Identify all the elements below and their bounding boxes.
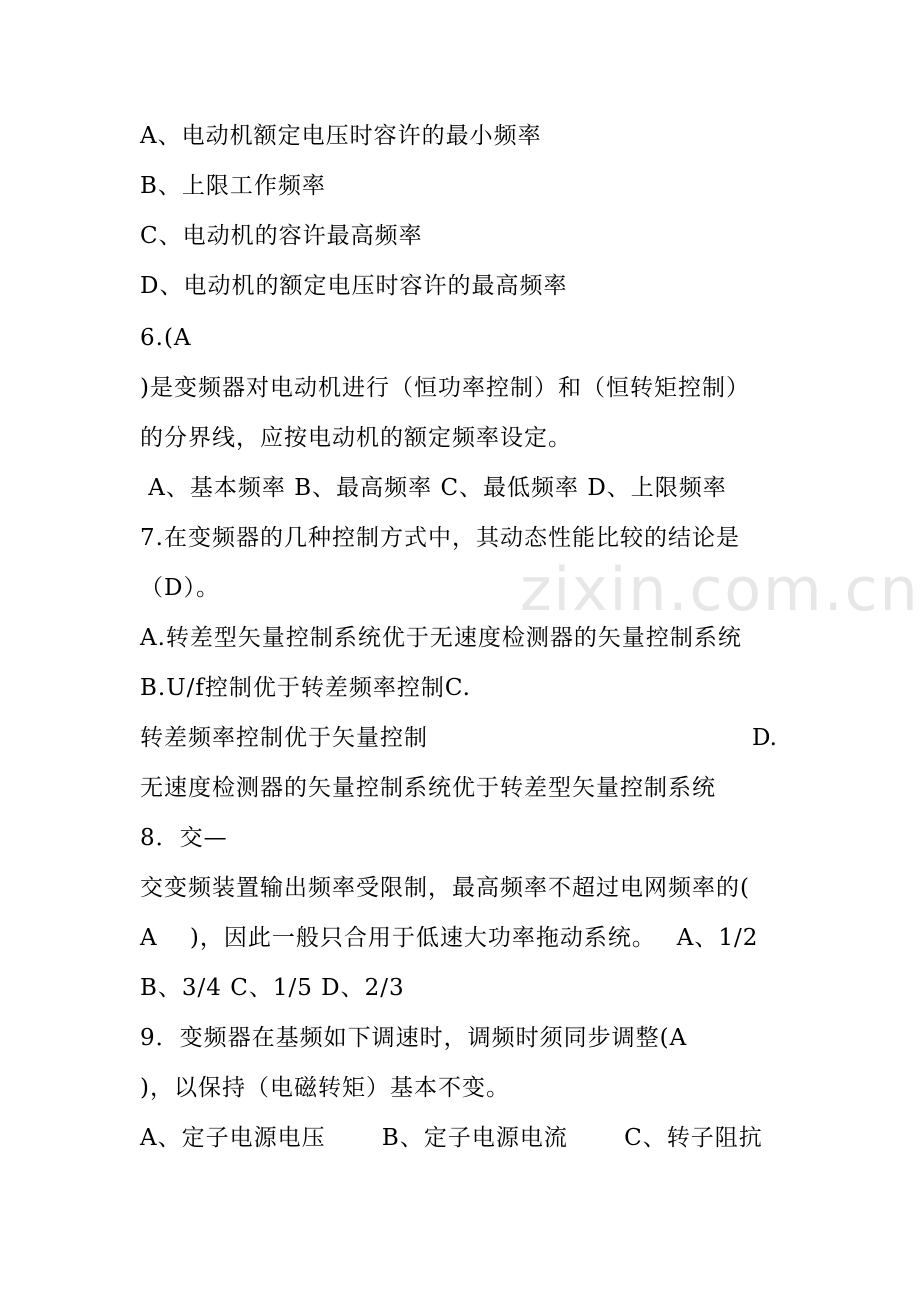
option-line-b: B、上限工作频率 <box>140 173 326 199</box>
question-7-option-c: 转差频率控制优于矢量控制 <box>140 725 428 751</box>
option-line-a: A、电动机额定电压时容许的最小频率 <box>140 123 542 149</box>
question-8-text-cont: A )，因此一般只合用于低速大功率拖动系统。 A、1/2 <box>140 925 759 951</box>
watermark: zixin.com.cn <box>520 555 920 625</box>
question-7-text: 7.在变频器的几种控制方式中，其动态性能比较的结论是 <box>140 525 740 551</box>
question-7-option-a: A.转差型矢量控制系统优于无速度检测器的矢量控制系统 <box>140 625 742 651</box>
option-line-d: D、电动机的额定电压时容许的最高频率 <box>140 273 568 299</box>
question-8-number: 8．交— <box>140 825 228 851</box>
question-8-text: 交变频装置输出频率受限制，最高频率不超过电网频率的( <box>140 875 750 901</box>
question-9-options: A、定子电源电压 B、定子电源电流 C、转子阻抗 <box>140 1125 763 1151</box>
question-6-text: )是变频器对电动机进行（恒功率控制）和（恒转矩控制） <box>140 375 750 401</box>
question-7-option-d: 无速度检测器的矢量控制系统优于转差型矢量控制系统 <box>140 775 716 801</box>
question-7-answer: （D）。 <box>140 575 220 601</box>
question-7-option-b: B.U/f控制优于转差频率控制C. <box>140 675 471 701</box>
question-9-text-cont: )，以保持（电磁转矩）基本不变。 <box>140 1075 510 1101</box>
question-6-options: A、基本频率 B、最高频率 C、最低频率 D、上限频率 <box>140 475 727 501</box>
question-7-option-d-label: D. <box>752 725 777 751</box>
question-6-text-cont: 的分界线，应按电动机的额定频率设定。 <box>140 425 572 451</box>
question-9-text: 9．变频器在基频如下调速时，调频时须同步调整(A <box>140 1025 688 1051</box>
option-line-c: C、电动机的容许最高频率 <box>140 223 423 249</box>
question-6-number: 6.(A <box>140 325 192 351</box>
question-8-options: B、3/4 C、1/5 D、2/3 <box>140 975 405 1001</box>
